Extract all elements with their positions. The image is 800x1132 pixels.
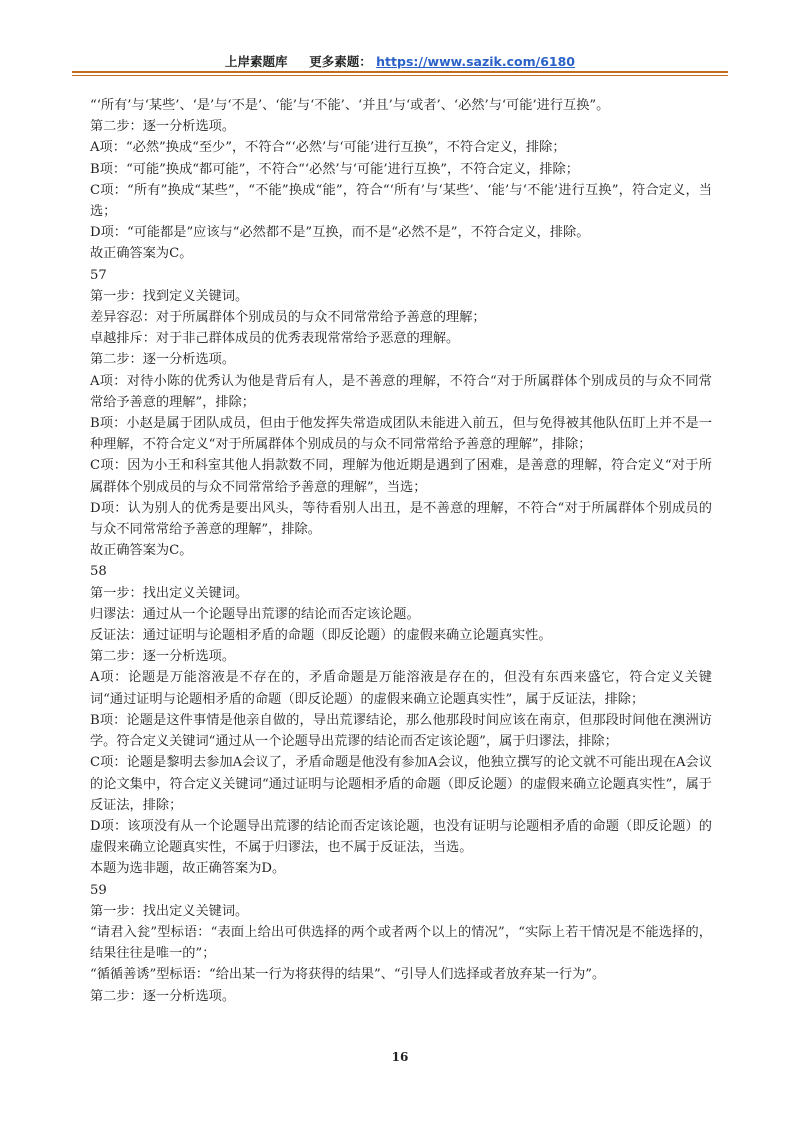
question-number: 58 bbox=[90, 564, 107, 580]
paragraph: 故正确答案为C。 bbox=[90, 246, 193, 262]
site-name: 上岸素题库 bbox=[225, 54, 288, 69]
paragraph: D项：认为别人的优秀是要出风头，等待看别人出丑，是不善意的理解，不符合“对于所属群体个别成员的与众不同常常给予善意的理解”，排除。 bbox=[90, 500, 712, 538]
paragraph: 第二步：逐一分析选项。 bbox=[90, 119, 236, 135]
paragraph: “‘所有’与‘某些’、‘是’与‘不是’、‘能’与‘不能’、‘并且’与‘或者’、‘必然’与‘可能’进行互换”。 bbox=[90, 98, 610, 113]
paragraph: C项：“所有”换成“某些”，“不能”换成“能”，符合“‘所有’与‘某些’、‘能’与‘不能’进行互换”，符合定义，当选； bbox=[90, 182, 712, 220]
paragraph: 第一步：找出定义关键词。 bbox=[90, 903, 249, 919]
paragraph: B项：“可能”换成“都可能”，不符合“‘必然’与‘可能’进行互换”，不符合定义，排除； bbox=[90, 161, 579, 177]
paragraph: 差异容忍：对于所属群体个别成员的与众不同常常给予善意的理解； bbox=[90, 310, 486, 326]
paragraph: A项：“必然”换成“至少”，不符合“‘必然’与‘可能’进行互换”，不符合定义，排除； bbox=[90, 140, 566, 156]
page-number: 16 bbox=[391, 1050, 409, 1064]
paragraph: 第二步：逐一分析选项。 bbox=[90, 649, 236, 665]
paragraph: “循循善诱”型标语：“给出某一行为将获得的结果”、“引导人们选择或者放弃某一行为”。 bbox=[90, 967, 606, 983]
question-number: 57 bbox=[90, 267, 107, 283]
paragraph: 第二步：逐一分析选项。 bbox=[90, 988, 236, 1004]
more-label: 更多素题： bbox=[309, 54, 372, 69]
paragraph: C项：论题是黎明去参加A会议了，矛盾命题是他没有参加A会议，他独立撰写的论文就不可能出现在A会议的论文集中，符合定义关键词“通过证明与论题相矛盾的命题（即反论题）的虚假来确立论题真实性”，属于反证法，排除； bbox=[90, 755, 712, 813]
paragraph: D项：该项没有从一个论题导出荒谬的结论而否定该论题，也没有证明与论题相矛盾的命题（即反论题）的虚假来确立论题真实性，不属于归谬法，也不属于反证法，当选。 bbox=[90, 818, 712, 856]
paragraph: 第一步：找出定义关键词。 bbox=[90, 585, 249, 601]
paragraph: A项：论题是万能溶液是不存在的，矛盾命题是万能溶液是存在的，但没有东西来盛它，符合定义关键词“通过证明与论题相矛盾的命题（即反论题）的虚假来确立论题真实性”，属于反证法，排除； bbox=[90, 670, 712, 707]
paragraph: 故正确答案为C。 bbox=[90, 543, 193, 559]
paragraph: 卓越排斥：对于非己群体成员的优秀表现常常给予恶意的理解。 bbox=[90, 331, 460, 347]
paragraph: B项：小赵是属于团队成员，但由于他发挥失常造成团队未能进入前五，但与免得被其他队伍盯上并不是一种理解，不符合定义“对于所属群体个别成员的与众不同常常给予善意的理解”，排除； bbox=[90, 416, 712, 453]
paragraph: 反证法：通过证明与论题相矛盾的命题（即反论题）的虚假来确立论题真实性。 bbox=[90, 628, 552, 644]
paragraph: C项：因为小王和科室其他人捐款数不同，理解为他近期是遇到了困难，是善意的理解，符合定义“对于所属群体个别成员的与众不同常常给予善意的理解”，当选； bbox=[90, 458, 712, 495]
paragraph: A项：对待小陈的优秀认为他是背后有人，是不善意的理解，不符合“对于所属群体个别成员的与众不同常常给予善意的理解”，排除； bbox=[90, 373, 712, 410]
paragraph: 第二步：逐一分析选项。 bbox=[90, 352, 236, 368]
header-rule-thick bbox=[72, 71, 728, 73]
paragraph: 第一步：找到定义关键词。 bbox=[90, 288, 249, 304]
header-rule-thin bbox=[72, 75, 728, 76]
page-header bbox=[0, 52, 800, 70]
paragraph: 归谬法：通过从一个论题导出荒谬的结论而否定该论题。 bbox=[90, 606, 420, 622]
paragraph: D项：“可能都是”应该与“必然都不是”互换，而不是“必然不是”，不符合定义，排除。 bbox=[90, 225, 590, 241]
paragraph: B项：论题是这件事情是他亲自做的，导出荒谬结论，那么他那段时间应该在南京，但那段时间他在澳洲访学。符合定义关键词“通过从一个论题导出荒谬的结论而否定该论题”，属于归谬法，排除； bbox=[90, 712, 712, 750]
document-body bbox=[90, 95, 712, 1007]
paragraph: “请君入瓮”型标语：“表面上给出可供选择的两个或者两个以上的情况”，“实际上若干情况是不能选择的，结果往往是唯一的”； bbox=[90, 924, 712, 962]
paragraph: 本题为选非题，故正确答案为D。 bbox=[90, 861, 286, 877]
header-link[interactable]: https://www.sazik.com/6180 bbox=[376, 54, 575, 69]
question-number: 59 bbox=[90, 882, 107, 898]
